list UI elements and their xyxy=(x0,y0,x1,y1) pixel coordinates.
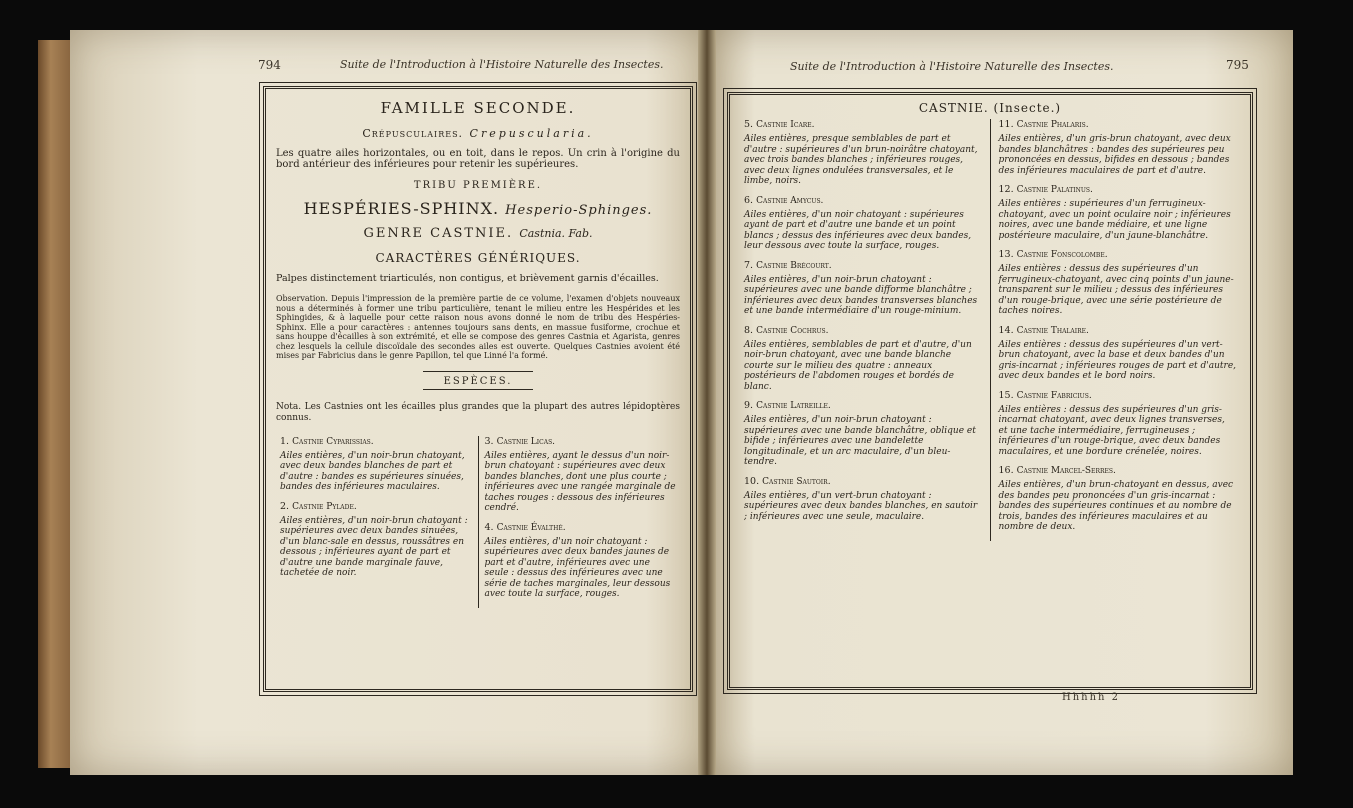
species-entry xyxy=(999,465,1237,533)
species-name: Castnie Palatinus. xyxy=(1016,185,1093,195)
right-species-col-1 xyxy=(736,119,990,541)
species-header xyxy=(999,465,1237,476)
subfamily-latin: Crepuscularia. xyxy=(469,127,594,140)
species-entry xyxy=(744,400,982,468)
subfamily-description: Les quatre ailes horizontales, ou en toit, dans le repos. Un crin à l'origine du bord antérieur des inférieures pour retenir les supérieures. xyxy=(276,148,680,170)
species-description: Ailes entières : dessus des supérieures d'un vert-brun chatoyant, avec la base et deux bandes d'un gris-incarnat ; inférieures rouges de part et d'autre, avec deux bandes et le bord noirs. xyxy=(998,339,1237,381)
species-header xyxy=(744,400,982,411)
species-number: 7. xyxy=(744,259,754,271)
species-header xyxy=(744,476,982,487)
characters-text: Palpes distinctement triarticulés, non contigus, et brièvement garnis d'écailles. xyxy=(276,273,659,284)
species-header xyxy=(744,325,982,336)
species-name: Castnie Fonscolombe. xyxy=(1016,250,1108,260)
species-description: Ailes entières, d'un gris-brun chatoyant, avec deux bandes blanchâtres : bandes des supérieures peu prononcées en dessus, bifides en dessous ; bandes des inférieures maculaires de part et d'autre. xyxy=(998,134,1231,176)
species-name: Castnie Licas. xyxy=(496,436,556,447)
species-description: Ailes entières, d'un noir-brun chatoyant, avec deux bandes blanches de part et d'autre : bandes es supérieures sinuées, bandes des inférieures maculaires. xyxy=(280,450,465,492)
species-entry xyxy=(744,195,982,252)
species-description: Ailes entières, d'un vert-brun chatoyant : supérieures avec deux bandes blanches, en sautoir ; inférieures avec une seule, maculaire. xyxy=(744,490,978,522)
species-entry xyxy=(744,325,982,393)
species-name: Castnie Marcel-Serres. xyxy=(1016,466,1116,476)
species-entry xyxy=(999,184,1237,241)
species-header xyxy=(999,119,1237,130)
species-description: Ailes entières, d'un brun-chatoyant en dessus, avec des bandes peu prononcées d'un gris-incarnat : bandes des supérieures continues et au nombre de trois, bandes des inférieures maculaires et au nombre de deux. xyxy=(998,480,1234,532)
species-header xyxy=(999,184,1237,195)
left-species-columns xyxy=(274,436,682,608)
book-gutter xyxy=(698,30,716,775)
species-note: Nota. Les Castnies ont les écailles plus grandes que la plupart des autres lépidoptères connus. xyxy=(276,401,680,423)
species-number: 16. xyxy=(998,465,1014,476)
species-header xyxy=(999,390,1237,401)
species-header xyxy=(485,522,677,533)
species-number: 14. xyxy=(998,324,1014,336)
characters-heading: CARACTÈRES GÉNÉRIQUES. xyxy=(375,251,581,265)
right-running-head: Suite de l'Introduction à l'Histoire Naturelle des Insectes. xyxy=(790,60,1114,73)
species-name: Castnie Icare. xyxy=(756,120,815,130)
left-page-number: 794 xyxy=(258,58,281,72)
right-page-number: 795 xyxy=(1226,58,1249,72)
species-number: 15. xyxy=(998,389,1014,401)
species-header xyxy=(744,195,982,206)
species-name: Castnie Sautoir. xyxy=(762,476,831,487)
species-description: Ailes entières, semblables de part et d'autre, d'un noir-brun chatoyant, avec une bande blanche courte sur le milieu des quatre : anneaux postérieurs de l'abdomen rouges et bordés de blanc. xyxy=(744,339,972,392)
species-description: Ailes entières, d'un noir-brun chatoyant : supérieures avec une bande difforme blanchâtre ; inférieures avec deux bandes transverses blanches et une bande intermédiaire d'un rouge-minium. xyxy=(744,274,978,316)
species-name: Castnie Pylade. xyxy=(292,501,357,512)
species-number: 8. xyxy=(744,324,754,336)
species-description: Ailes entières, d'un noir-brun chatoyant : supérieures avec deux bandes sinuées, d'un blanc-sale en dessus, roussâtres en dessous ; inférieures ayant de part et d'autre une bande marginale fauve, tachetée de noir. xyxy=(280,515,468,578)
species-description: Ailes entières : dessus des supérieures d'un ferrugineux-chatoyant, avec cinq points d'un jaune-transparent sur le milieu ; dessus des inférieures d'un rouge-brique, avec une série postérieure de taches noires. xyxy=(998,264,1234,316)
species-number: 2. xyxy=(280,500,290,512)
species-entry xyxy=(280,436,472,493)
species-number: 12. xyxy=(998,184,1014,195)
family-title: FAMILLE SECONDE. xyxy=(380,99,576,117)
species-name: Castnie Amycus. xyxy=(756,195,824,206)
species-name: Castnie Thalaire. xyxy=(1016,325,1089,336)
genus-latin: Castnia. Fab. xyxy=(519,227,593,240)
species-header xyxy=(744,260,982,271)
right-page-title: CASTNIE. (Insecte.) xyxy=(918,101,1062,115)
species-entry xyxy=(999,390,1237,458)
species-number: 11. xyxy=(998,119,1014,130)
species-number: 1. xyxy=(280,435,290,447)
species-number: 4. xyxy=(484,521,494,533)
tribe-name: HESPÉRIES-SPHINX. xyxy=(303,199,500,218)
book-edge-left xyxy=(38,40,70,768)
species-name: Castnie Fabricius. xyxy=(1016,390,1092,401)
subfamily-title xyxy=(266,127,690,140)
left-frame xyxy=(263,86,693,692)
species-description: Ailes entières, d'un noir-brun chatoyant : supérieures avec une bande blanchâtre, oblique et bifide ; inférieures avec une bandelette longitudinale, et un arc maculaire, d'un bleu-tendre. xyxy=(744,415,976,467)
species-entry xyxy=(999,119,1237,176)
species-number: 5. xyxy=(744,119,754,130)
species-number: 13. xyxy=(998,249,1014,260)
species-entry xyxy=(999,325,1237,382)
species-header xyxy=(744,119,982,130)
left-species-col-1 xyxy=(274,436,478,608)
species-header xyxy=(999,325,1237,336)
species-entry xyxy=(485,436,677,514)
tribe-latin: Hesperio-Sphinges. xyxy=(505,203,653,218)
species-name: Castnie Cochrus. xyxy=(756,325,829,336)
species-description: Ailes entières, d'un noir chatoyant : supérieures ayant de part et d'autre une bande et un point blancs ; dessus des inférieures avec deux bandes, leur dessous avec toute la surface, rouges. xyxy=(744,209,972,251)
species-entry xyxy=(744,260,982,317)
species-description: Ailes entières, d'un noir chatoyant : supérieures avec deux bandes jaunes de part et d'autre, inférieures avec une seule : dessus des inférieures avec une série de taches marginales, leur dessous avec toute la surface, rouges. xyxy=(484,536,671,599)
species-name: Castnie Brécourt. xyxy=(756,260,832,271)
left-species-col-2 xyxy=(478,436,683,608)
species-description: Ailes entières, presque semblables de part et d'autre : supérieures d'un brun-noirâtre chatoyant, avec trois bandes blanches ; inférieures rouges, avec deux lignes ondulées transversales, et le limbe, noirs. xyxy=(744,134,978,186)
observation-text: Observation. Depuis l'impression de la première partie de ce volume, l'examen d'objets nouveaux nous a déterminés à former une tribu particulière, tenant le milieu entre les Hespérides et les Sphingides, & à laquelle pour cette raison nous avons donné le nom de tribu des Hespéries-Sphinx. Elle a pour caractères : antennes toujours sans dents, en massue fusiforme, crochue et sans houppe d'écailles à son extrémité, et elle se compose des genres Castnia et Agarista, genres chez lesquels la cellule discoïdale des secondes ailes est ouverte. Quelques Castnies avoient été mises par Fabricius dans le genre Papillon, tel que Linné l'a formé. xyxy=(276,294,680,360)
species-header xyxy=(280,501,472,512)
species-entry xyxy=(744,119,982,187)
tribe-label: TRIBU PREMIÈRE. xyxy=(413,180,543,191)
species-header xyxy=(485,436,677,447)
genus-name: GENRE CASTNIE. xyxy=(363,226,514,241)
species-description: Ailes entières : dessus des supérieures d'un gris-incarnat chatoyant, avec deux lignes transverses, et une tache intermédiaire, ferrugineuses ; inférieures d'un rouge-brique, avec deux bandes maculaires, et une bordure crénelée, noires. xyxy=(998,404,1225,457)
species-entry xyxy=(744,476,982,523)
signature-mark: Hhhhh 2 xyxy=(1062,692,1121,703)
species-name: Castnie Phalaris. xyxy=(1016,120,1089,130)
right-species-col-2 xyxy=(990,119,1245,541)
species-entry xyxy=(280,501,472,579)
species-name: Castnie Latreille. xyxy=(756,401,831,411)
left-running-head: Suite de l'Introduction à l'Histoire Naturelle des Insectes. xyxy=(340,58,664,71)
subfamily-name: Crépusculaires. xyxy=(362,127,464,140)
tribe-title xyxy=(266,199,690,218)
species-description: Ailes entières : supérieures d'un ferrugineux-chatoyant, avec un point oculaire noir ; inférieures noires, avec une bande médiaire, et une ligne postérieure maculaire, d'un jaune-blanchâtre. xyxy=(998,199,1231,241)
species-number: 6. xyxy=(744,194,754,206)
genus-title xyxy=(266,226,690,241)
species-number: 9. xyxy=(744,400,754,411)
species-number: 3. xyxy=(484,435,494,447)
species-name: Castnie Évalthé. xyxy=(496,522,566,533)
right-species-columns xyxy=(736,119,1244,541)
species-description: Ailes entières, ayant le dessus d'un noir-brun chatoyant : supérieures avec deux bandes blanches, dont une plus courte ; inférieures avec une rangée marginale de taches rouges : dessous des inférieures cendré. xyxy=(484,450,676,513)
species-name: Castnie Cyparissias. xyxy=(292,436,374,447)
species-entry xyxy=(485,522,677,600)
species-entry xyxy=(999,249,1237,317)
species-header xyxy=(999,249,1237,260)
species-heading: ESPÈCES. xyxy=(423,371,533,390)
species-number: 10. xyxy=(744,475,760,487)
species-header xyxy=(280,436,472,447)
right-frame xyxy=(727,92,1253,690)
